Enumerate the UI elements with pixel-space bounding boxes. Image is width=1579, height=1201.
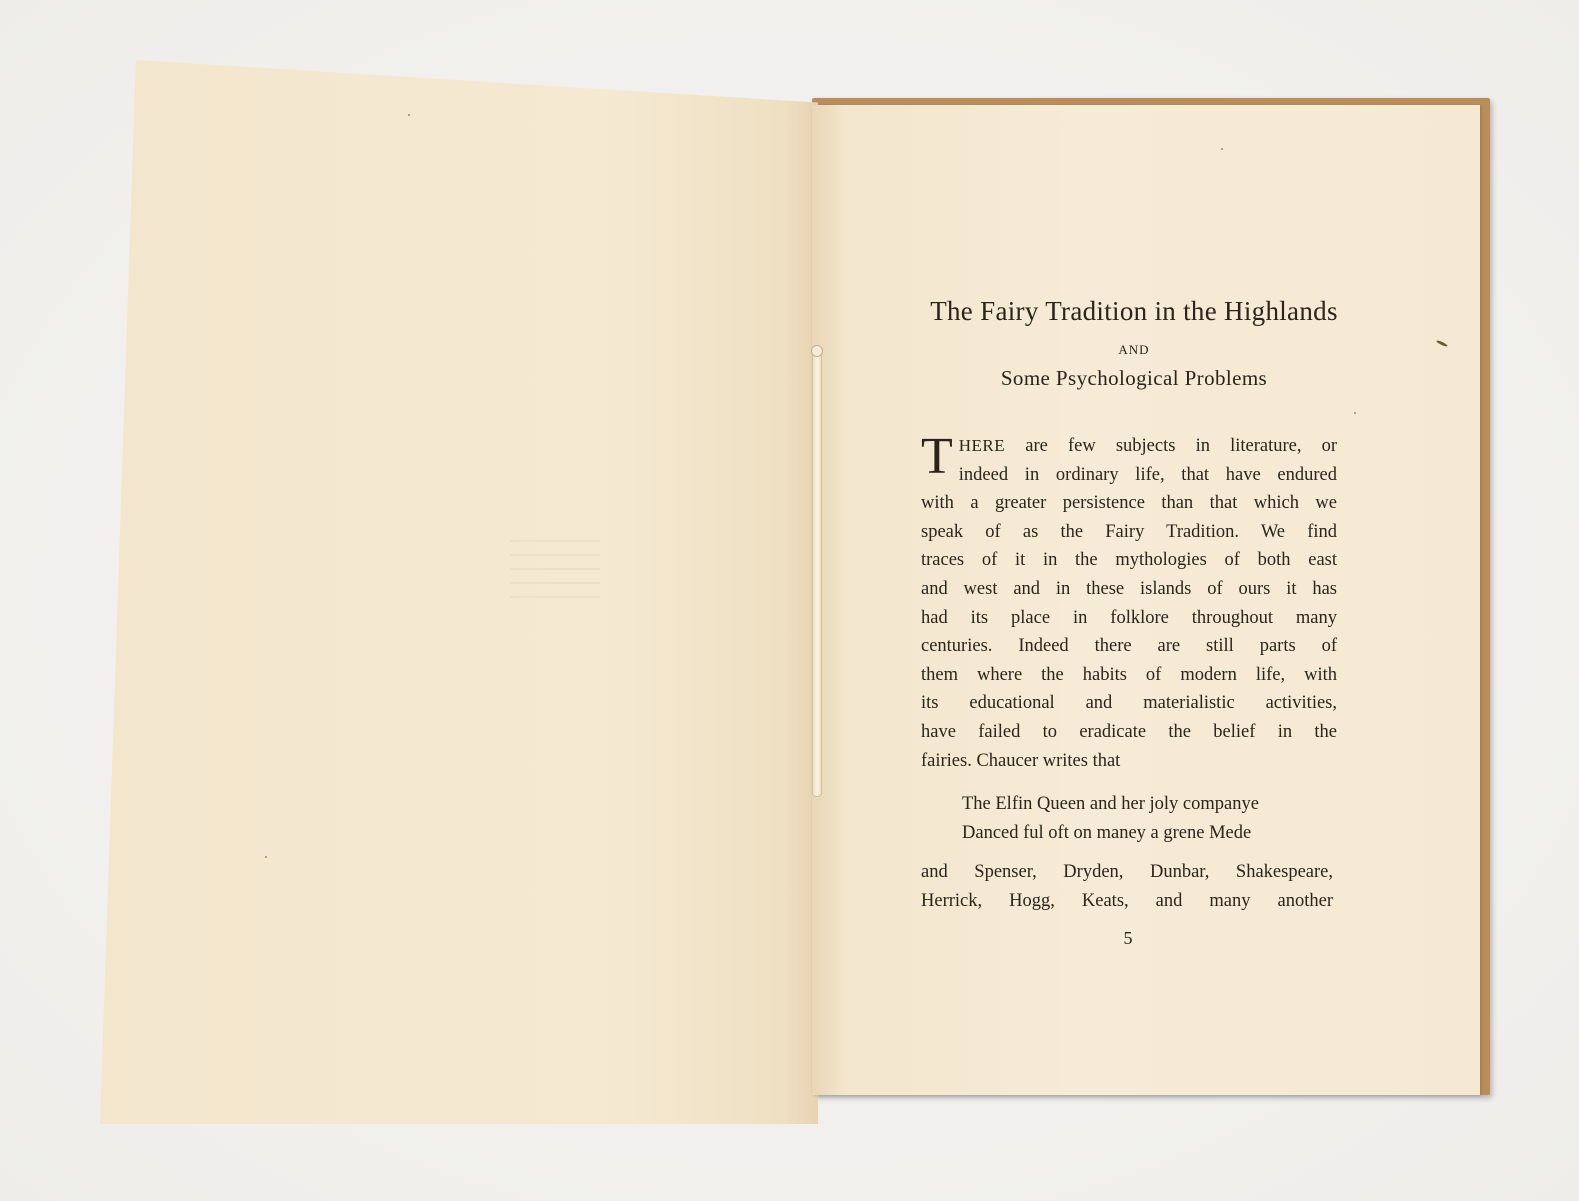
paragraph-line: centuries. Indeed there are still parts of	[921, 636, 1337, 657]
body-paragraph	[921, 428, 1337, 775]
paper-speck	[408, 114, 410, 116]
body-paragraph-continued	[921, 858, 1333, 915]
verse-quotation	[962, 790, 1342, 847]
title-conjunction: AND	[1118, 342, 1150, 357]
left-page-blank	[100, 60, 818, 1124]
paragraph-line: speak of as the Fairy Tradition. We find	[921, 521, 1337, 542]
paragraph-line: fairies. Chaucer writes that	[921, 750, 1121, 771]
verse-line: The Elfin Queen and her joly companye	[962, 794, 1259, 814]
paragraph-line: Herrick, Hogg, Keats, and many another	[921, 890, 1333, 911]
first-word-smallcaps: HERE	[958, 436, 1006, 455]
paragraph-line: with a greater persistence than that which we	[921, 493, 1337, 514]
page-subtitle: Some Psychological Problems	[1000, 366, 1268, 390]
paper-speck	[1354, 412, 1356, 414]
paragraph-line: its educational and materialistic activities,	[921, 693, 1337, 714]
page-number: 5	[1123, 928, 1133, 948]
paragraph-line: had its place in folklore throughout many	[921, 607, 1337, 628]
page-title: The Fairy Tradition in the Highlands	[930, 296, 1338, 326]
paragraph-line: and west and in these islands of ours it has	[921, 578, 1337, 599]
binding-knot	[811, 345, 823, 357]
paragraph-line: have failed to eradicate the belief in the	[921, 721, 1337, 742]
paper-speck	[1221, 148, 1223, 150]
verse-line: Danced ful oft on maney a grene Mede	[962, 822, 1252, 843]
binding-stitch	[812, 350, 822, 797]
paragraph-line: traces of it in the mythologies of both east	[921, 550, 1337, 571]
show-through-text	[510, 540, 600, 610]
paragraph-line: indeed in ordinary life, that have endured	[958, 464, 1337, 485]
first-line-text: are few subjects in literature, or	[1025, 436, 1337, 456]
paper-speck	[265, 856, 267, 858]
paragraph-line: and Spenser, Dryden, Dunbar, Shakespeare,	[921, 862, 1333, 882]
paragraph-line: them where the habits of modern life, with	[921, 664, 1337, 685]
paragraph-line	[921, 432, 1337, 461]
drop-cap: T	[921, 428, 953, 485]
